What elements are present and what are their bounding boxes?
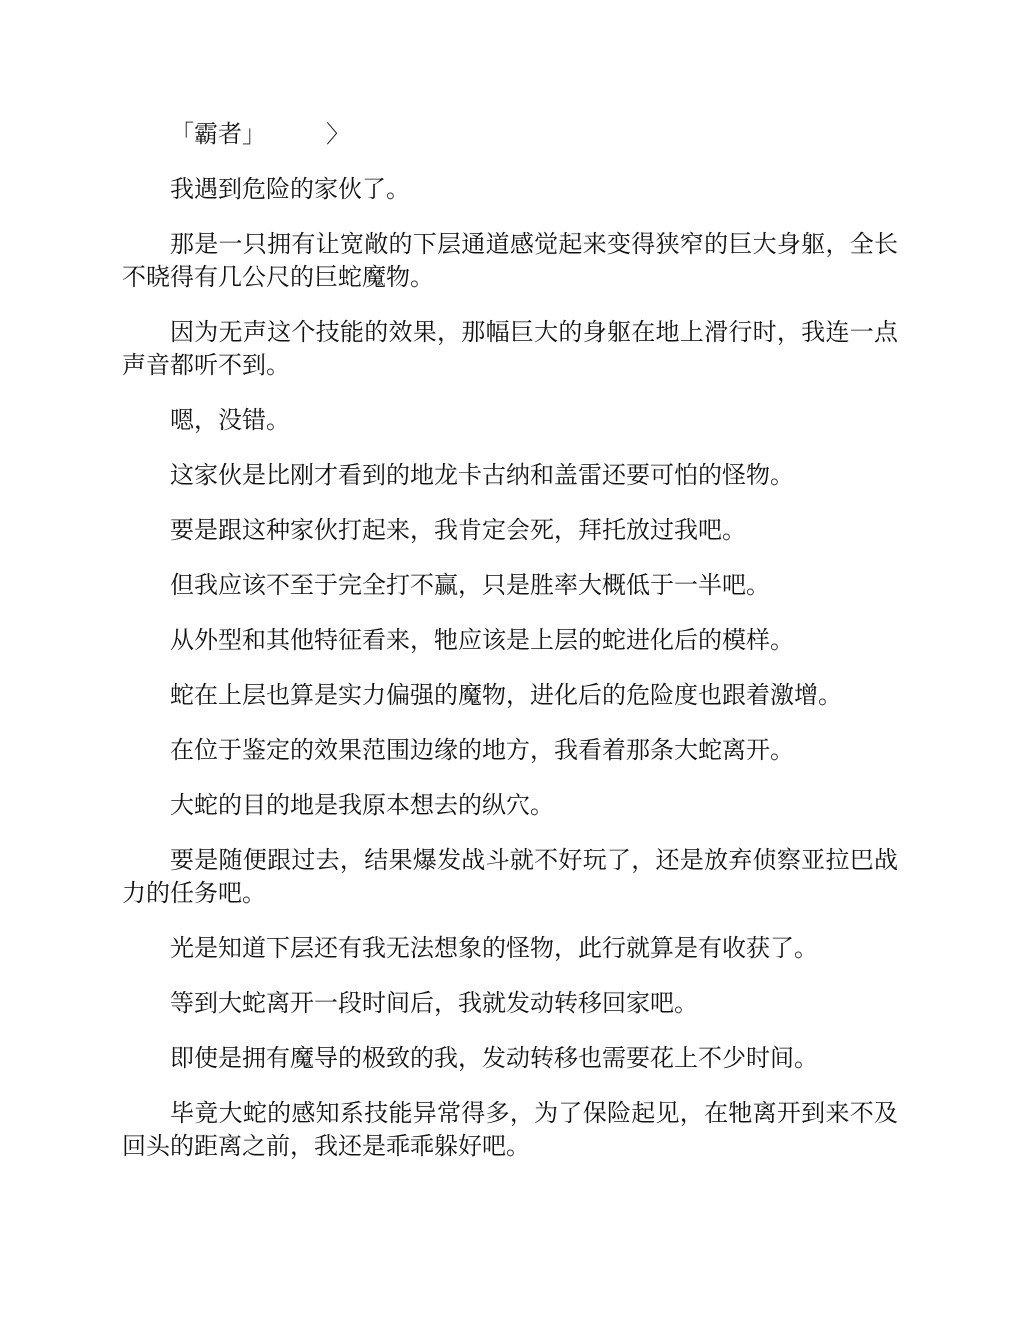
paragraph-6: 要是跟这种家伙打起来，我肯定会死，拜托放过我吧。 — [170, 516, 746, 544]
paragraph-1: 我遇到危险的家伙了。 — [170, 175, 410, 203]
paragraph-9: 蛇在上层也算是实力偏强的魔物，进化后的危险度也跟着激增。 — [170, 681, 842, 709]
paragraph-2: 那是一只拥有让宽敞的下层通道感觉起来变得狭窄的巨大身躯，全长不晓得有几公尺的巨蛇魔物。 — [122, 230, 898, 291]
paragraph-14: 等到大蛇离开一段时间后，我就发动转移回家吧。 — [170, 989, 698, 1017]
paragraph-5: 这家伙是比刚才看到的地龙卡古纳和盖雷还要可怕的怪物。 — [170, 461, 794, 489]
document-body — [122, 118, 898, 1185]
paragraph-8: 从外型和其他特征看来，牠应该是上层的蛇进化后的模样。 — [170, 626, 794, 654]
paragraph-4: 嗯，没错。 — [170, 406, 290, 434]
paragraph-15: 即使是拥有魔导的极致的我，发动转移也需要花上不少时间。 — [170, 1044, 818, 1072]
paragraph-10: 在位于鉴定的效果范围边缘的地方，我看着那条大蛇离开。 — [170, 736, 794, 764]
paragraph-7: 但我应该不至于完全打不赢，只是胜率大概低于一半吧。 — [170, 571, 770, 599]
paragraph-3: 因为无声这个技能的效果，那幅巨大的身躯在地上滑行时，我连一点声音都听不到。 — [122, 318, 898, 379]
paragraph-12: 要是随便跟过去，结果爆发战斗就不好玩了，还是放弃侦察亚拉巴战力的任务吧。 — [122, 846, 898, 907]
paragraph-13: 光是知道下层还有我无法想象的怪物，此行就算是有收获了。 — [170, 934, 818, 962]
paragraph-11: 大蛇的目的地是我原本想去的纵穴。 — [170, 791, 554, 819]
section-heading: 「霸者」 〉 — [170, 120, 350, 148]
paragraph-16: 毕竟大蛇的感知系技能异常得多，为了保险起见，在牠离开到来不及回头的距离之前，我还是乖乖躲好吧。 — [122, 1099, 898, 1160]
